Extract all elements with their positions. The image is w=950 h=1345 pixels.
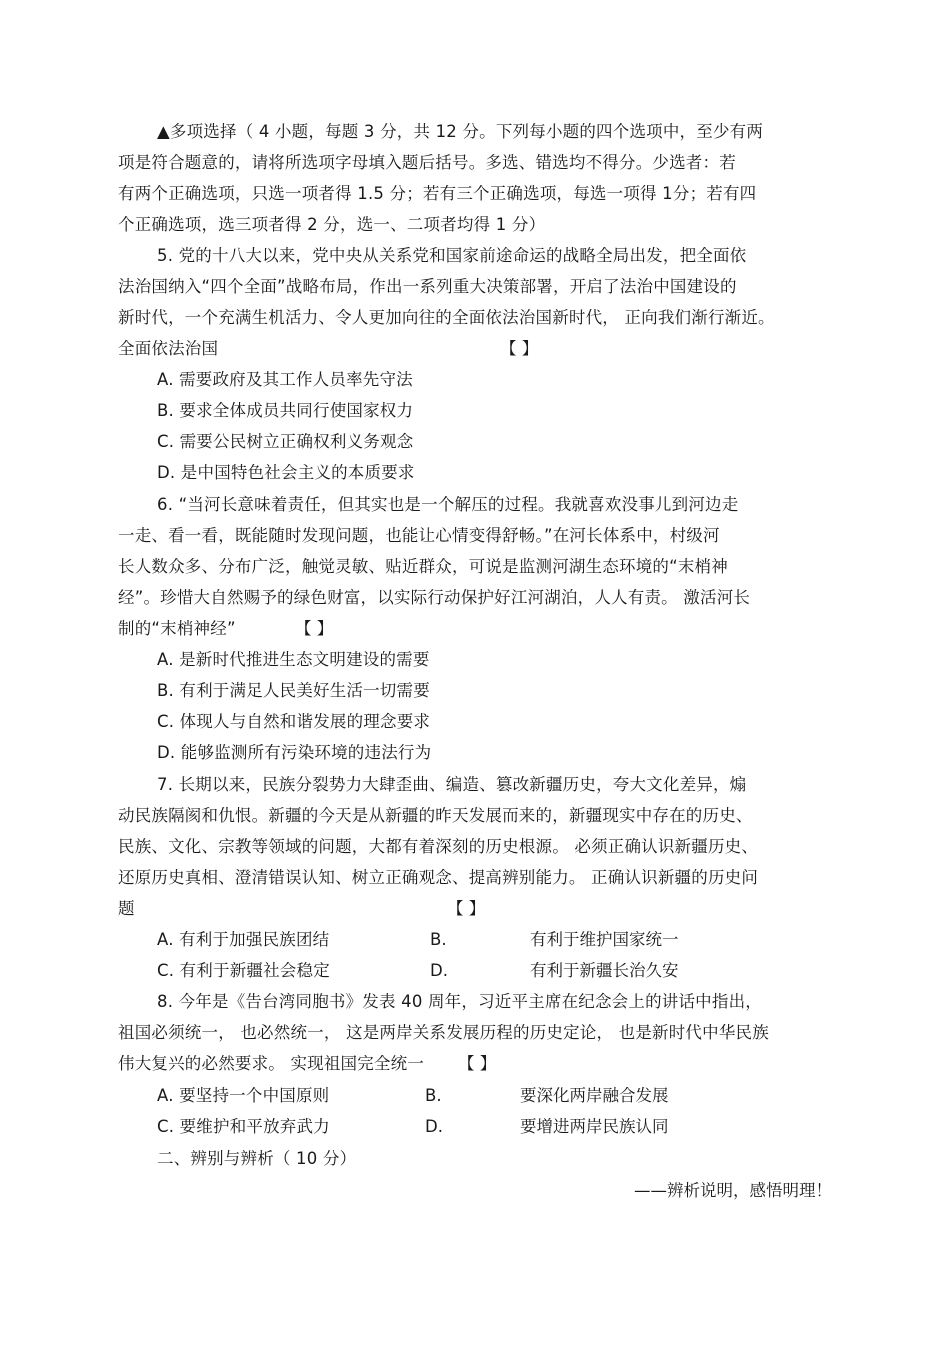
q5-option-b: B. 要求全体成员共同行使国家权力 bbox=[157, 401, 414, 420]
intro-line-4: 个正确选项，选三项者得 2 分，选一、二项者均得 1 分） bbox=[118, 215, 546, 234]
q7-line-1: 7. 长期以来，民族分裂势力大肆歪曲、编造、篡改新疆历史，夸大文化差异，煽 bbox=[157, 775, 747, 794]
intro-line-2: 项是符合题意的，请将所选项字母填入题后括号。多选、错选均不得分。少选者：若 bbox=[118, 153, 736, 172]
q5-line-3: 新时代，一个充满生机活力、令人更加向往的全面依法治国新时代， 正向我们渐行渐近。 bbox=[118, 308, 775, 327]
q6-answer-bracket[interactable]: 【 】 bbox=[295, 619, 334, 638]
q8-option-c: C. 要维护和平放弃武力 bbox=[157, 1117, 330, 1136]
q5-option-d: D. 是中国特色社会主义的本质要求 bbox=[157, 463, 415, 482]
q8-option-b-letter: B. bbox=[425, 1086, 442, 1105]
q8-line-2: 祖国必须统一， 也必然统一， 这是两岸关系发展历程的历史定论， 也是新时代中华民族 bbox=[118, 1023, 769, 1042]
q7-line-4: 还原历史真相、澄清错误认知、树立正确观念、提高辨别能力。 正确认识新疆的历史问 bbox=[118, 868, 759, 887]
q7-answer-bracket[interactable]: 【 】 bbox=[447, 899, 486, 918]
q7-line-2: 动民族隔阂和仇恨。新疆的今天是从新疆的昨天发展而来的，新疆现实中存在的历史、 bbox=[118, 806, 753, 825]
q8-line-3: 伟大复兴的必然要求。 实现祖国完全统一 bbox=[118, 1054, 425, 1073]
q7-option-b-letter: B. bbox=[430, 930, 447, 949]
section-2-motto: ——辨析说明，感悟明理！ bbox=[634, 1181, 832, 1200]
section-2-title: 二、辨别与辨析（ 10 分） bbox=[157, 1149, 357, 1168]
q8-option-d-letter: D. bbox=[425, 1117, 443, 1136]
q8-answer-bracket[interactable]: 【 】 bbox=[458, 1054, 497, 1073]
q8-option-d-text: 要增进两岸民族认同 bbox=[520, 1117, 669, 1136]
q7-option-d-text: 有利于新疆长治久安 bbox=[530, 961, 679, 980]
q6-line-3: 长人数众多、分布广泛，触觉灵敏、贴近群众，可说是监测河湖生态环境的“末梢神 bbox=[118, 557, 728, 576]
q7-option-b-text: 有利于维护国家统一 bbox=[530, 930, 679, 949]
q5-option-a: A. 需要政府及其工作人员率先守法 bbox=[157, 370, 413, 389]
q5-line-4: 全面依法治国 bbox=[118, 339, 219, 358]
q5-answer-bracket[interactable]: 【 】 bbox=[500, 339, 539, 358]
q8-line-1: 8. 今年是《告台湾同胞书》发表 40 周年，习近平主席在纪念会上的讲话中指出， bbox=[157, 992, 762, 1011]
intro-line-3: 有两个正确选项，只选一项者得 1.5 分；若有三个正确选项，每选一项得 1分；若有四 bbox=[118, 184, 757, 203]
q7-line-3: 民族、文化、宗教等领域的问题，大都有着深刻的历史根源。 必须正确认识新疆历史、 bbox=[118, 837, 759, 856]
q5-line-2: 法治国纳入“四个全面”战略布局，作出一系列重大决策部署，开启了法治中国建设的 bbox=[118, 277, 737, 296]
q6-line-1: 6. “当河长意味着责任，但其实也是一个解压的过程。我就喜欢没事儿到河边走 bbox=[157, 495, 739, 514]
intro-line-1: ▲多项选择（ 4 小题，每题 3 分，共 12 分。下列每小题的四个选项中，至少有两 bbox=[157, 122, 764, 141]
q6-line-2: 一走、看一看，既能随时发现问题，也能让心情变得舒畅。”在河长体系中，村级河 bbox=[118, 526, 720, 545]
q7-line-5: 题 bbox=[118, 899, 135, 918]
q6-option-d: D. 能够监测所有污染环境的违法行为 bbox=[157, 743, 432, 762]
q7-option-c: C. 有利于新疆社会稳定 bbox=[157, 961, 330, 980]
q7-option-a: A. 有利于加强民族团结 bbox=[157, 930, 330, 949]
q5-option-c: C. 需要公民树立正确权利义务观念 bbox=[157, 432, 414, 451]
q6-option-b: B. 有利于满足人民美好生活一切需要 bbox=[157, 681, 430, 700]
q5-line-1: 5. 党的十八大以来，党中央从关系党和国家前途命运的战略全局出发，把全面依 bbox=[157, 246, 747, 265]
q8-option-a: A. 要坚持一个中国原则 bbox=[157, 1086, 330, 1105]
q6-option-a: A. 是新时代推进生态文明建设的需要 bbox=[157, 650, 430, 669]
q6-line-4: 经”。珍惜大自然赐予的绿色财富，以实际行动保护好江河湖泊，人人有责。 激活河长 bbox=[118, 588, 751, 607]
q7-option-d-letter: D. bbox=[430, 961, 448, 980]
q6-line-5: 制的“末梢神经” bbox=[118, 619, 236, 638]
q8-option-b-text: 要深化两岸融合发展 bbox=[520, 1086, 669, 1105]
q6-option-c: C. 体现人与自然和谐发展的理念要求 bbox=[157, 712, 431, 731]
